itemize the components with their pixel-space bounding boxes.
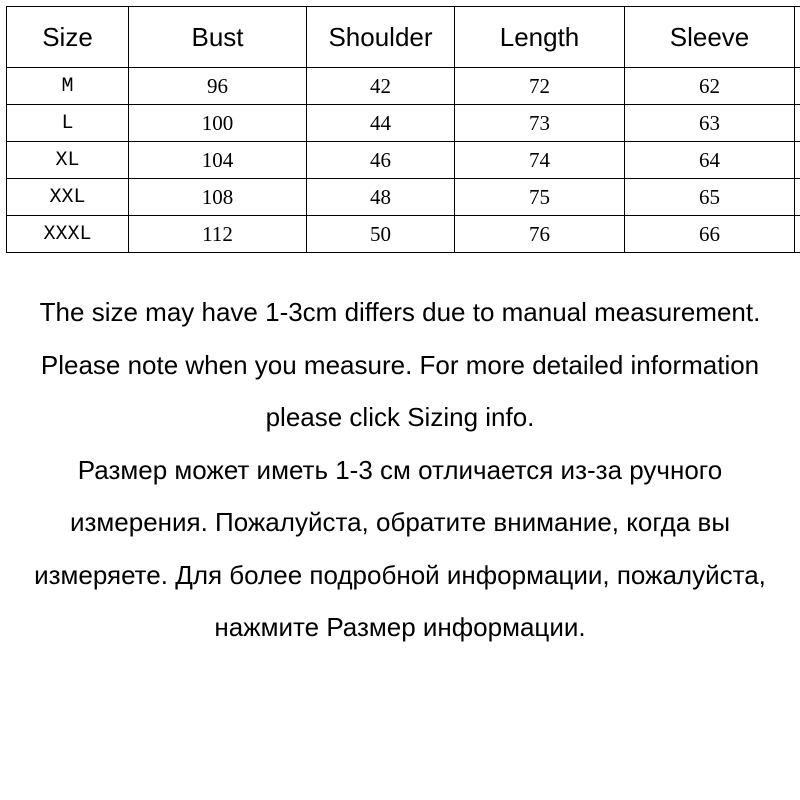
sleeve-value: 63 [625, 105, 795, 142]
size-notes [0, 286, 800, 654]
english-note: The size may have 1-3cm differs due to manual measurement. Please note when you measure. For more detailed information please click Sizing info. [39, 297, 761, 432]
extra-cell [795, 216, 800, 253]
table-row [7, 216, 800, 253]
shoulder-value: 42 [307, 68, 455, 105]
bust-value: 100 [129, 105, 307, 142]
extra-cell [795, 179, 800, 216]
header-size: Size [7, 7, 129, 68]
sleeve-value: 65 [625, 179, 795, 216]
shoulder-value: 50 [307, 216, 455, 253]
extra-cell [795, 105, 800, 142]
extra-cell [795, 68, 800, 105]
sleeve-value: 66 [625, 216, 795, 253]
size-value: XXL [7, 179, 129, 216]
extra-cell [795, 142, 800, 179]
length-value: 72 [455, 68, 625, 105]
table-header-row [7, 7, 800, 68]
header-sleeve: Sleeve [625, 7, 795, 68]
length-value: 76 [455, 216, 625, 253]
size-chart-table [6, 6, 800, 253]
table-row [7, 142, 800, 179]
table-row [7, 105, 800, 142]
table-row [7, 179, 800, 216]
shoulder-value: 44 [307, 105, 455, 142]
header-extra-column [795, 7, 800, 68]
header-bust: Bust [129, 7, 307, 68]
table-row [7, 68, 800, 105]
header-shoulder: Shoulder [307, 7, 455, 68]
russian-note: Размер может иметь 1-3 см отличается из-за ручного измерения. Пожалуйста, обратите внимание, когда вы измеряете. Для более подробной информации, пожалуйста, нажмите Размер информации. [34, 454, 766, 642]
bust-value: 112 [129, 216, 307, 253]
size-value: XL [7, 142, 129, 179]
sleeve-value: 62 [625, 68, 795, 105]
header-length: Length [455, 7, 625, 68]
shoulder-value: 46 [307, 142, 455, 179]
bust-value: 96 [129, 68, 307, 105]
bust-value: 104 [129, 142, 307, 179]
size-value: XXXL [7, 216, 129, 253]
length-value: 73 [455, 105, 625, 142]
sleeve-value: 64 [625, 142, 795, 179]
length-value: 75 [455, 179, 625, 216]
size-value: M [7, 68, 129, 105]
length-value: 74 [455, 142, 625, 179]
shoulder-value: 48 [307, 179, 455, 216]
bust-value: 108 [129, 179, 307, 216]
size-value: L [7, 105, 129, 142]
